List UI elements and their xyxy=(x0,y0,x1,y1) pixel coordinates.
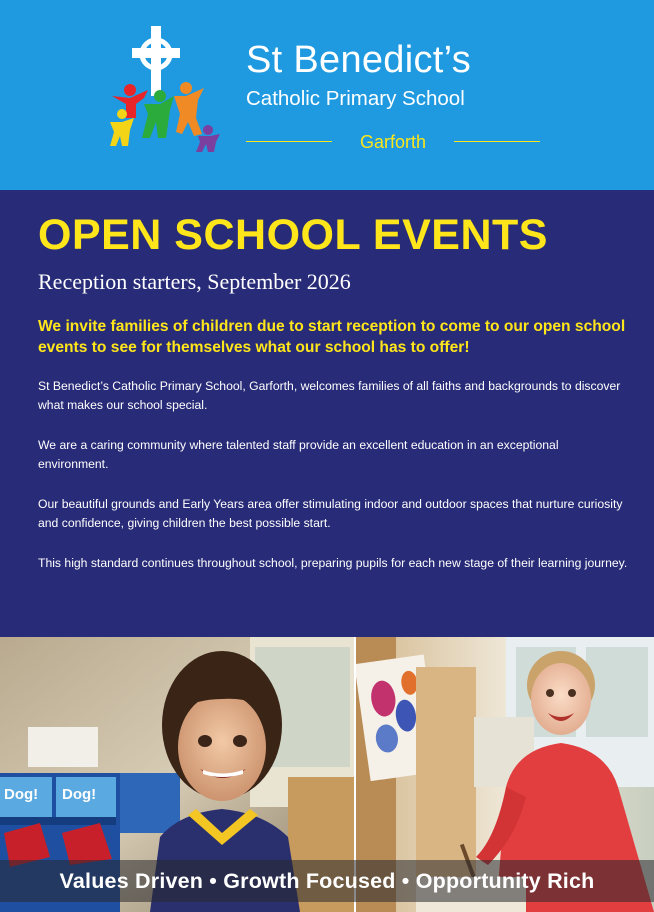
main-content xyxy=(0,190,654,637)
tagline: Values Driven • Growth Focused • Opportunity Rich xyxy=(59,869,595,893)
sign-dog-2: Dog! xyxy=(62,786,97,803)
invitation-lead: We invite families of children due to start reception to come to our open school events to see for themselves what our school has to offer! xyxy=(38,318,626,356)
school-location: Garforth xyxy=(359,132,427,152)
header-banner xyxy=(0,0,654,190)
page-title: OPEN SCHOOL EVENTS xyxy=(38,211,548,259)
school-logo-icon xyxy=(108,26,226,154)
paragraph-standard: This high standard continues throughout school, preparing pupils for each new stage of their learning journey. xyxy=(38,556,628,570)
location-row xyxy=(246,130,540,154)
divider-right xyxy=(454,141,540,142)
photo-strip xyxy=(0,637,654,912)
tagline-bar xyxy=(0,860,654,902)
sign-dog-1: Dog! xyxy=(4,786,39,803)
event-subtitle: Reception starters, September 2026 xyxy=(38,269,351,294)
school-subtitle: Catholic Primary School xyxy=(246,87,465,110)
paragraph-grounds: Our beautiful grounds and Early Years area offer stimulating indoor and outdoor spaces that nurture curiosity and confidence, giving children the best possible start. xyxy=(38,497,623,530)
paragraph-community: We are a caring community where talented staff provide an excellent education in an exceptional environment. xyxy=(38,438,559,471)
paragraph-welcome: St Benedict’s Catholic Primary School, Garforth, welcomes families of all faiths and backgrounds to discover what makes our school special. xyxy=(38,379,621,412)
school-name: St Benedict’s xyxy=(246,39,471,81)
